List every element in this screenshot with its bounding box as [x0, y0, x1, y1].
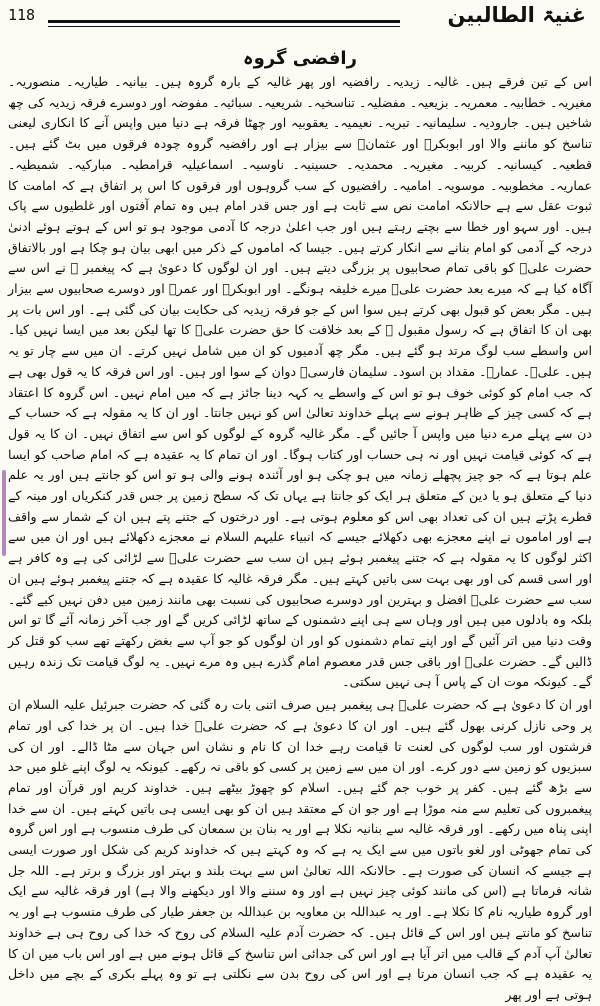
- page-number: 118: [8, 6, 36, 24]
- header-rule-thin: [48, 26, 400, 27]
- page-body: [7, 72, 593, 1002]
- chapter-title: رافضی گروہ: [243, 48, 357, 69]
- header-rule: [48, 20, 400, 23]
- body-paragraph: اور ان کا دعویٰ ہے کہ حضرت علیؓ ہی پیغمبر ہیں صرف اتنی بات رہ گئی کہ حضرت جبرئیل علیہ السلام ان پر وحی نازل کرنی بھول گئے ہیں۔ اور ان کا دعویٰ ہے کہ حضرت علیؓ خدا ہیں۔ ان پر خدا کی اور تمام فرشتوں اور سب لوگوں کی لعنت تا قیامت رہے خدا ان کا نام و نشان اس جہان سے مٹا ڈالے۔ اور ان کی سبزیوں کو زمین سے دور کرے۔ اور ان میں سے زمین پر کسی کو باقی نہ رکھے۔ کیونکہ یہ لوگ اپنے غلو میں حد سے بڑھ گئے ہیں۔ کفر پر خوب جم گئے ہیں۔ اسلام کو چھوڑ بیٹھے ہیں۔ خداوند کریم اور قرآن اور تمام پیغمبروں کی تعلیم سے منہ موڑا ہے اور جو ان کے معتقد ہیں ان کو بھی ایسی ہی باتیں کہتے ہیں۔ ان سے خدا اپنی پناہ میں رکھے۔ اور فرقہ غالیہ سے بنانیہ نکلا ہے اور یہ بنان بن سمعان کی طرف منسوب ہے اور اس گروہ کی تمام جھوٹی اور لغو باتوں میں سے ایک یہ ہے کہ وہ کہتے ہیں کہ خداوند کریم کی شکل اور صورت ایسی ہے جیسے کہ انسان کی صورت ہے۔ حالانکہ اللہ تعالیٰ اس سے بہت بلند و بہتر اور بزرگ و برتر ہے۔ اللہ جل شانہ فرماتا ہے (اس کی مانند کوئی چیز نہیں ہے اور وہ سننے والا اور دیکھنے والا ہے) اور فرقہ غالیہ سے ایک اور گروہ طیاریہ نام کا نکلا ہے۔ اور یہ عبداللہ بن معاویہ بن عبداللہ بن جعفر طیار کی طرف منسوب ہے اور یہ تناسخ کو مانتے ہیں اور اس کے قائل ہیں۔ کہ حضرت آدم علیہ السلام کی روح کہ خدا کی روح ہی ہے خداوند تعالیٰ آپ آدم کے قالب میں اتر آیا ہے اور اس کی جدائی اس تناسخ کے قائل ہونے میں ہے اور اس باب میں ان کا یہ عقیدہ ہے کہ جب انسان مرتا ہے اور اس کی روح بدن سے نکلتی ہے تو وہ پہلے بکری کے بچے میں داخل ہوتی ہے اور پھر: [7, 697, 593, 1002]
- page-header: [0, 0, 600, 42]
- margin-highlight-mark: [2, 470, 6, 556]
- book-title: غنیۃ الطالبین: [447, 3, 586, 27]
- body-paragraph: اس کے تین فرقے ہیں۔ غالیہ۔ زیدیہ۔ رافضیہ اور پھر غالیہ کے بارہ گروہ ہیں۔ بیانیہ۔ طیاریہ۔ منصوریہ۔ مغیریہ۔ خطابیہ۔ معمریہ۔ بزیعیہ۔ مفضلیہ۔ تناسخیہ۔ شریعیہ۔ سبائیہ۔ مفوضہ اور دوسرے فرقہ زیدیہ کی چھ شاخیں ہیں۔ جارودیہ۔ سلیمانیہ۔ تبریہ۔ نعیمیہ۔ یعقوبیہ اور چھٹا فرقہ ہے دنیا میں واپس آنے کا انکاری لیعنی تناسخ کو ماننے والا اور ابوبکرؓ اور عثمانؓ سے بیزار ہے اور رافضیہ گروہ چودہ فرقوں میں بٹ گئے ہیں۔ قطعیہ۔ کیسانیہ۔ کربیہ۔ مغیریہ۔ محمدیہ۔ حسینیہ۔ ناوسیہ۔ اسماعیلیہ قرامطیہ۔ مبارکیہ۔ شمیطیہ۔ عماریہ۔ مخطوبیہ۔ موسویہ۔ امامیہ۔ رافضیوں کے سب گروہوں اور فرقوں کا اس پر اتفاق ہے کہ امامت کا ثبوت عقل سے ہے حالانکہ امامت نص سے ثابت ہے اور جس قدر امام ہیں وہ تمام آفتوں اور غلطیوں سے پاک ہیں۔ اور سہو اور خطا سے بچتے رہتے ہیں اور جب اعلیٰ درجہ کا آدمی موجود ہو تو اس کے ہوتے ہوئے ادنیٰ درجہ کے آدمی کو امام بنانے سے انکار کرتے ہیں۔ جیسا کہ اماموں کے ذکر میں ابھی بیان ہو چکا ہے اور بالاتفاق حضرت علیؓ کو باقی تمام صحابیوں پر بزرگی دیتے ہیں۔ اور ان لوگوں کا دعویٰ ہے کہ پیغمبر ﷺ نے اس سے آگاہ کیا ہے کہ میرے بعد حضرت علیؓ میرے خلیفہ ہونگے۔ اور ابوبکرؓ اور عمرؓ اور دوسرے صحابیوں سے بیزار ہیں۔ مگر بعض کو قبول بھی کرتے ہیں سوا اس کے جو فرقہ زیدیہ کی حکایت بیان کی گئی ہے۔ اور اس بات پر بھی ان کا اتفاق ہے کہ رسول مقبول ﷺ کے بعد خلافت کا حق حضرت علیؓ کا تھا لیکن بعد میں ایسا نہیں کیا۔ اس واسطے سب لوگ مرتد ہو گئے ہیں۔ مگر چھ آدمیوں کو ان میں شامل نہیں کرتے۔ ان میں سے چار تو یہ ہیں۔ علیؓ۔ عمارؓ۔ مقداد بن اسود۔ سلیمان فارسیؓ دوان کے سوا اور ہیں۔ اور اس فرقہ کا یہ قول بھی ہے کہ جب امام کو کوئی خوف ہو تو اس کے واسطے یہ کہہ دینا جائز ہے کہ میں امام نہیں۔ اس گروہ کا اعتقاد ہے کہ کسی چیز کے ظاہر ہونے سے پہلے خداوند تعالیٰ اس کو نہیں جانتا۔ اور ان کا یہ مقولہ ہے کہ حساب کے دن سے پہلے مرے دنیا میں واپس آ جائیں گے۔ مگر غالیہ گروہ کے لوگوں کو اس سے اتفاق نہیں۔ ان کا یہ قول ہے کہ کوئی قیامت نہیں اور نہ ہی حساب اور کتاب ہوگا۔ اور ان تمام کا یہ عقیدہ ہے کہ امام صاحب کو ایسا علم ہوتا ہے کہ جو چیز پچھلے زمانہ میں ہو چکی ہو اور آئندہ ہونے والی ہو تو اس کو جانتے ہیں اور یہ علم دنیا کے متعلق ہو یا دین کے متعلق ہر ایک کو جانتا ہے یہاں تک کہ سطح زمین پر جس قدر کنکریاں اور مینہ کے قطرے پڑتے ہیں ان کی تعداد بھی اس کو معلوم ہوتی ہے۔ اور درختوں کے جتنے پتے ہیں ان کے شمار سے واقف ہے اور اماموں نے اپنے معجزے بھی دکھلائے جیسے کہ انبیاء علیہم السلام نے معجزے دکھلائے ہیں اور ان میں سے اکثر لوگوں کا یہ مقولہ ہے کہ جتنے پیغمبر ہوئے ہیں ان سب سے حضرت علیؓ سے لڑائی کی ہے وہ کافر ہے اور اسی قسم کی اور بھی بہت سی باتیں کہتے ہیں۔ مگر فرقہ غالیہ کا عقیدہ ہے کہ جتنے پیغمبر ہوئے ہیں ان سب سے حضرت علیؓ افضل و بہترین اور دوسرے صحابیوں کی نسبت بھی مانند زمین میں دفن نہیں کیے گئے۔ بلکہ وہ بادلوں میں ہیں اور وہاں سے ہی اپنے دشمنوں کے ساتھ لڑائی کریں گے اور جب آخر زمانہ آئے گا تو اس وقت دنیا میں اتر آئیں گے اور اپنے تمام دشمنوں کو اور ان لوگوں کو جو آپ سے بغض رکھتے تھے سب کو قتل کر ڈالیں گے۔ حضرت علیؓ اور باقی جس قدر معصوم امام گذرے ہیں وہ مرے نہیں۔ یہ لوگ قیامت تک زندہ رہیں گے۔ کیونکہ موت ان کے پاس آ ہی نہیں سکتی۔: [8, 74, 592, 690]
